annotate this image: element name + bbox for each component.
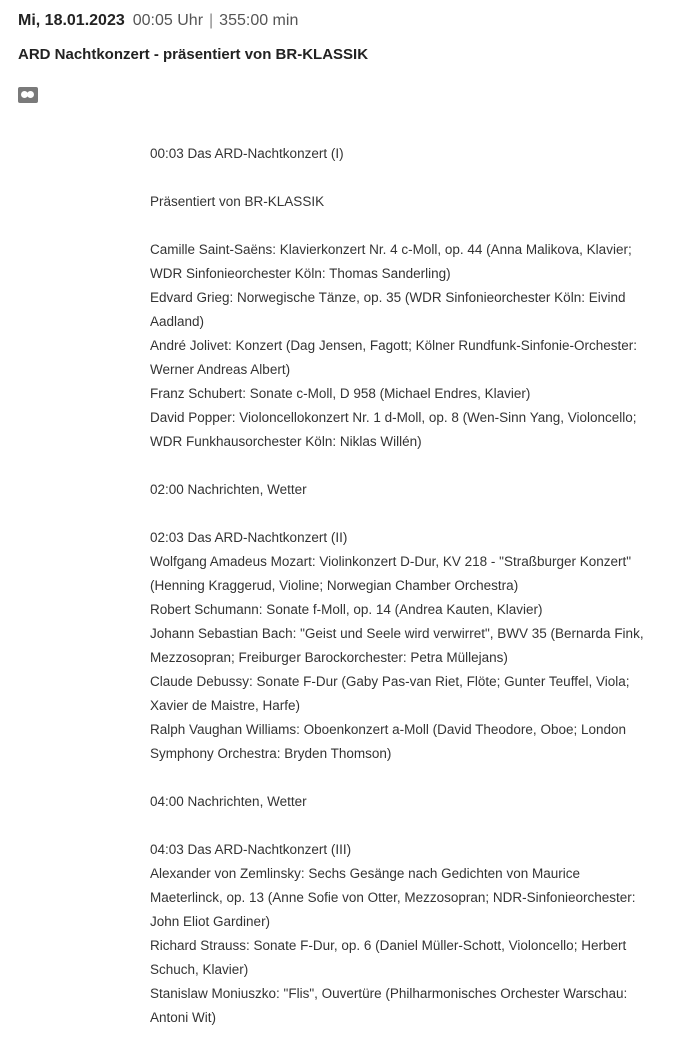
- program-line: Camille Saint-Saëns: Klavierkonzert Nr. 4 c-Moll, op. 44 (Anna Malikova, Klavier; WDR Sinfonieorchester Köln: Thomas Sanderling): [150, 242, 632, 281]
- program-line: Edvard Grieg: Norwegische Tänze, op. 35 (WDR Sinfonieorchester Köln: Eivind Aadland): [150, 290, 626, 329]
- paragraph-gap: [150, 766, 650, 790]
- program-description: [150, 142, 650, 1030]
- paragraph-gap: [150, 502, 650, 526]
- program-line: Robert Schumann: Sonate f-Moll, op. 14 (Andrea Kauten, Klavier): [150, 602, 543, 617]
- program-line: David Popper: Violoncellokonzert Nr. 1 d-Moll, op. 8 (Wen-Sinn Yang, Violoncello; WDR Funkhausorchester Köln: Niklas Willén): [150, 410, 637, 449]
- broadcast-date: Mi, 18.01.2023: [18, 12, 125, 29]
- program-line: Stanislaw Moniuszko: "Flis", Ouvertüre (Philharmonisches Orchester Warschau: Antoni Wit): [150, 986, 628, 1025]
- program-line: Richard Strauss: Sonate F-Dur, op. 6 (Daniel Müller-Schott, Violoncello; Herbert Schuch, Klavier): [150, 938, 627, 977]
- paragraph-gap: [150, 166, 650, 190]
- paragraph-gap: [150, 214, 650, 238]
- program-line: André Jolivet: Konzert (Dag Jensen, Fagott; Kölner Rundfunk-Sinfonie-Orchester: Werner Andreas Albert): [150, 338, 637, 377]
- paragraph-gap: [150, 454, 650, 478]
- program-line: Präsentiert von BR-KLASSIK: [150, 194, 325, 209]
- broadcast-time: 00:05 Uhr: [132, 12, 204, 29]
- program-title: ARD Nachtkonzert - präsentiert von BR-KLASSIK: [18, 46, 369, 63]
- header-separator: |: [209, 12, 214, 29]
- program-line: Alexander von Zemlinsky: Sechs Gesänge nach Gedichten von Maurice Maeterlinck, op. 13 (Anne Sofie von Otter, Mezzosopran; NDR-Sinfonieorchester: John Eliot Gardiner): [150, 866, 636, 929]
- program-line: 02:00 Nachrichten, Wetter: [150, 482, 307, 497]
- program-line: Ralph Vaughan Williams: Oboenkonzert a-Moll (David Theodore, Oboe; London Symphony Orchestra: Bryden Thomson): [150, 722, 627, 761]
- audio-description-icon: [18, 87, 38, 103]
- broadcast-duration: 355:00 min: [219, 12, 299, 29]
- program-line: 04:00 Nachrichten, Wetter: [150, 794, 307, 809]
- program-line: 04:03 Das ARD-Nachtkonzert (III): [150, 842, 352, 857]
- program-line: Wolfgang Amadeus Mozart: Violinkonzert D-Dur, KV 218 - "Straßburger Konzert" (Henning Kraggerud, Violine; Norwegian Chamber Orchestra): [150, 554, 632, 593]
- broadcast-header: [18, 10, 298, 32]
- paragraph-gap: [150, 814, 650, 838]
- program-line: 00:03 Das ARD-Nachtkonzert (I): [150, 146, 344, 161]
- program-line: Johann Sebastian Bach: "Geist und Seele wird verwirret", BWV 35 (Bernarda Fink, Mezzosopran; Freiburger Barockorchester: Petra Müllejans): [150, 626, 644, 665]
- program-line: Claude Debussy: Sonate F-Dur (Gaby Pas-van Riet, Flöte; Gunter Teuffel, Viola; Xavier de Maistre, Harfe): [150, 674, 630, 713]
- program-line: Franz Schubert: Sonate c-Moll, D 958 (Michael Endres, Klavier): [150, 386, 531, 401]
- program-line: 02:03 Das ARD-Nachtkonzert (II): [150, 530, 348, 545]
